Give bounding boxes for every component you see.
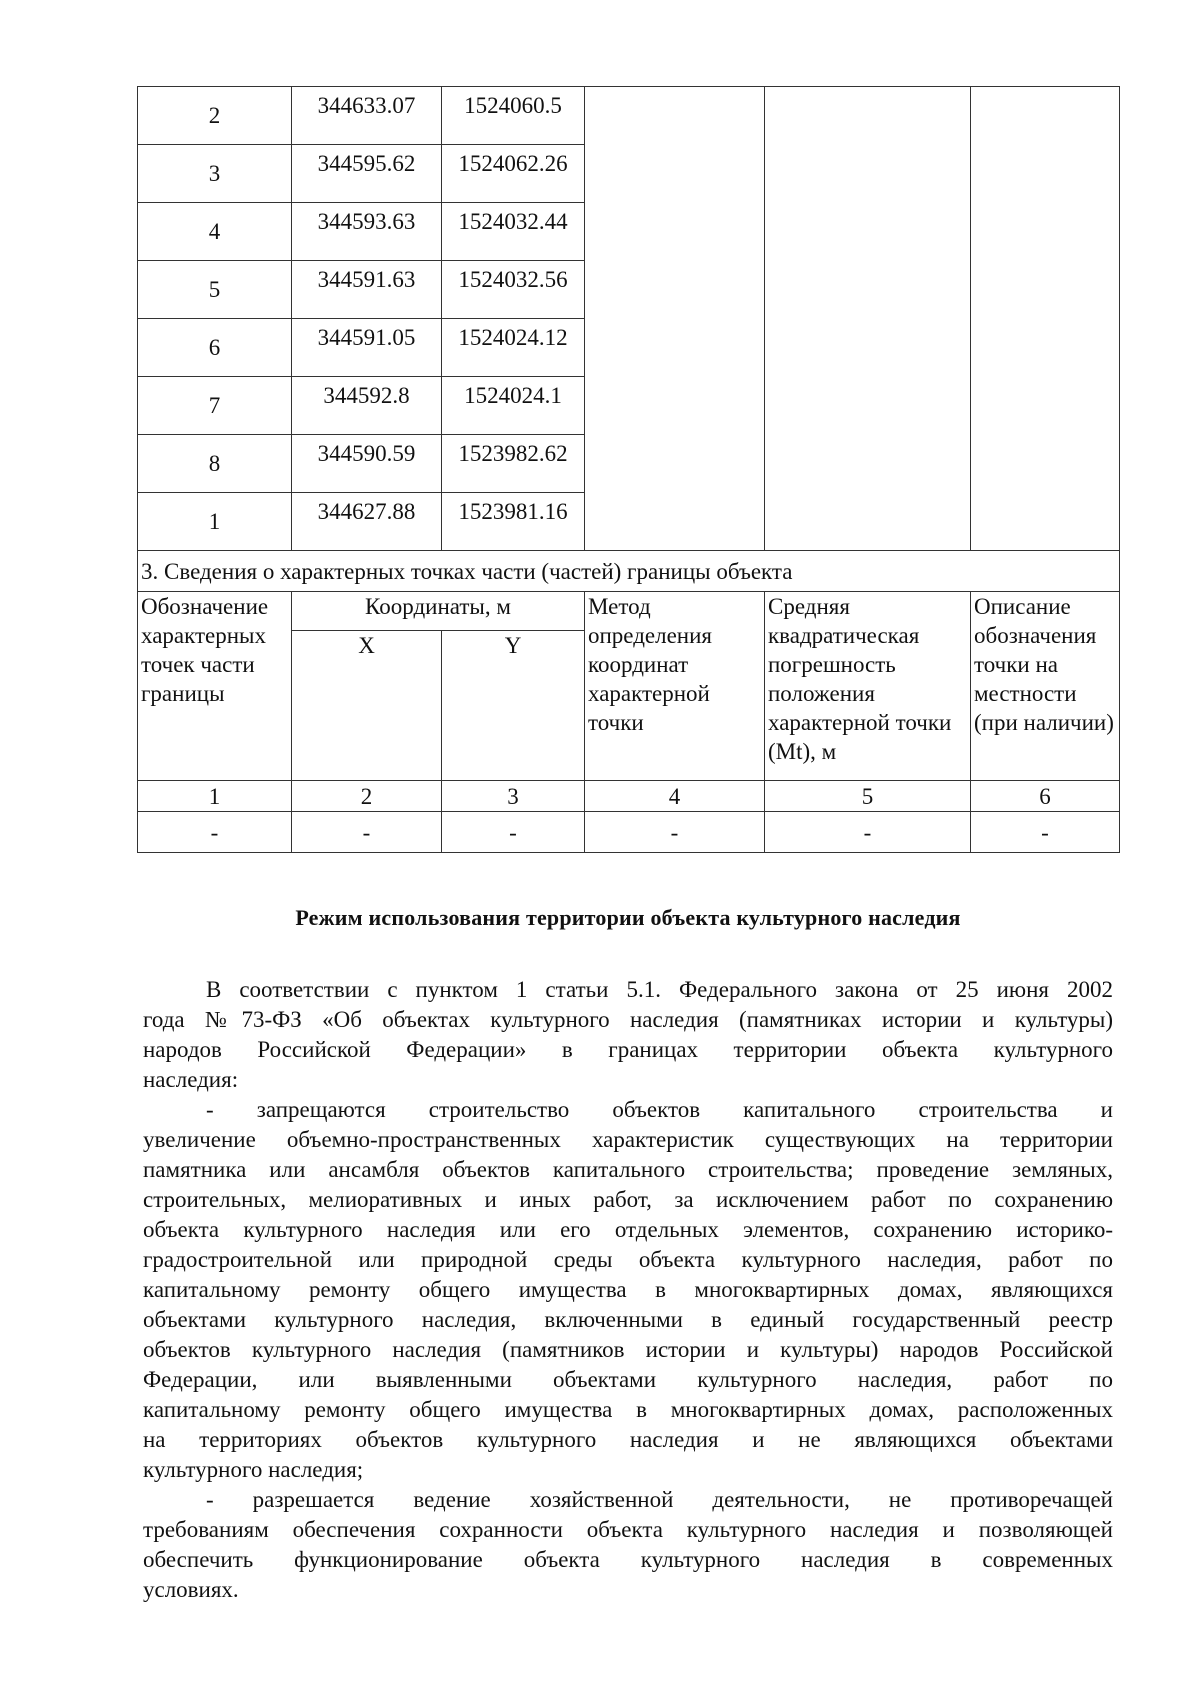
paragraph-line: капитальному ремонту общего имущества в многоквартирных домах, расположенных [143, 1397, 1113, 1422]
column-number: 4 [585, 781, 765, 812]
coordinate-x: 344595.62 [292, 145, 442, 203]
header-method: Метод определения координат характерной точки [585, 592, 765, 781]
boundary-points-table [137, 86, 1120, 853]
point-number: 1 [138, 493, 292, 551]
description-cell [971, 87, 1120, 551]
paragraph-line: Федерации, или выявленными объектами культурного наследия, работ по [143, 1367, 1113, 1392]
empty-cell: - [765, 812, 971, 853]
section-title: 3. Сведения о характерных точках части (частей) границы объекта [138, 551, 1120, 592]
header-x: X [292, 631, 442, 781]
paragraph-line: капитальному ремонту общего имущества в многоквартирных домах, являющихся [143, 1277, 1113, 1302]
body-text [143, 975, 1113, 1605]
header-designation: Обозначение характерных точек части границы [138, 592, 292, 781]
coordinate-y: 1524060.5 [442, 87, 585, 145]
column-number: 6 [971, 781, 1120, 812]
header-description: Описание обозначения точки на местности (при наличии) [971, 592, 1120, 781]
header-coordinates: Координаты, м [292, 592, 585, 631]
point-number: 7 [138, 377, 292, 435]
coordinate-x: 344591.63 [292, 261, 442, 319]
paragraph-line: объектов культурного наследия (памятников истории и культуры) народов Российской [143, 1337, 1113, 1362]
paragraph-line: народов Российской Федерации» в границах территории объекта культурного [143, 1037, 1113, 1062]
coordinate-y: 1524032.44 [442, 203, 585, 261]
point-number: 8 [138, 435, 292, 493]
empty-cell: - [971, 812, 1120, 853]
paragraph-line: - разрешается ведение хозяйственной деятельности, не противоречащей [206, 1487, 1113, 1512]
coordinate-y: 1524062.26 [442, 145, 585, 203]
error-cell [765, 87, 971, 551]
paragraph-line: строительных, мелиоративных и иных работ, за исключением работ по сохранению [143, 1187, 1113, 1212]
coordinate-x: 344627.88 [292, 493, 442, 551]
coordinate-y: 1523982.62 [442, 435, 585, 493]
paragraph-line: - запрещаются строительство объектов капитального строительства и [206, 1097, 1113, 1122]
section-heading: Режим использования территории объекта культурного наследия [295, 905, 961, 930]
point-row [138, 87, 1120, 145]
empty-cell: - [138, 812, 292, 853]
coordinate-x: 344592.8 [292, 377, 442, 435]
paragraph-line: градостроительной или природной среды объекта культурного наследия, работ по [143, 1247, 1113, 1272]
header-error: Средняя квадратическая погрешность положения характерной точки (Mt), м [765, 592, 971, 781]
coordinate-x: 344633.07 [292, 87, 442, 145]
coordinate-x: 344593.63 [292, 203, 442, 261]
coordinate-x: 344591.05 [292, 319, 442, 377]
paragraph-line: объекта культурного наследия или его отдельных элементов, сохранению историко- [143, 1217, 1113, 1242]
coordinate-y: 1524032.56 [442, 261, 585, 319]
paragraph-line: памятника или ансамбля объектов капитального строительства; проведение земляных, [143, 1157, 1113, 1182]
empty-cell: - [292, 812, 442, 853]
paragraph-line: объектами культурного наследия, включенными в единый государственный реестр [143, 1307, 1113, 1332]
column-number: 3 [442, 781, 585, 812]
paragraph-line: обеспечить функционирование объекта культурного наследия в современных [143, 1547, 1113, 1572]
point-number: 2 [138, 87, 292, 145]
column-number-row [138, 781, 1120, 812]
point-number: 6 [138, 319, 292, 377]
paragraph-line: на территориях объектов культурного наследия и не являющихся объектами [143, 1427, 1113, 1452]
paragraph-line: требованиям обеспечения сохранности объекта культурного наследия и позволяющей [143, 1517, 1113, 1542]
column-number: 5 [765, 781, 971, 812]
header-y: Y [442, 631, 585, 781]
paragraph-line: наследия: [143, 1067, 239, 1092]
paragraph-line: условиях. [143, 1577, 239, 1602]
point-number: 4 [138, 203, 292, 261]
empty-cell: - [442, 812, 585, 853]
point-number: 3 [138, 145, 292, 203]
paragraph-line: культурного наследия; [143, 1457, 364, 1482]
coordinate-y: 1524024.1 [442, 377, 585, 435]
column-number: 1 [138, 781, 292, 812]
paragraph-line: В соответствии с пунктом 1 статьи 5.1. Федерального закона от 25 июня 2002 [206, 977, 1113, 1002]
coordinate-y: 1524024.12 [442, 319, 585, 377]
empty-data-row [138, 812, 1120, 853]
point-number: 5 [138, 261, 292, 319]
coordinate-y: 1523981.16 [442, 493, 585, 551]
column-number: 2 [292, 781, 442, 812]
paragraph-line: увеличение объемно-пространственных характеристик существующих на территории [143, 1127, 1113, 1152]
coordinate-x: 344590.59 [292, 435, 442, 493]
method-cell [585, 87, 765, 551]
paragraph-line: года №73-ФЗ «Об объектах культурного наследия (памятниках истории и культуры) [143, 1007, 1113, 1032]
empty-cell: - [585, 812, 765, 853]
